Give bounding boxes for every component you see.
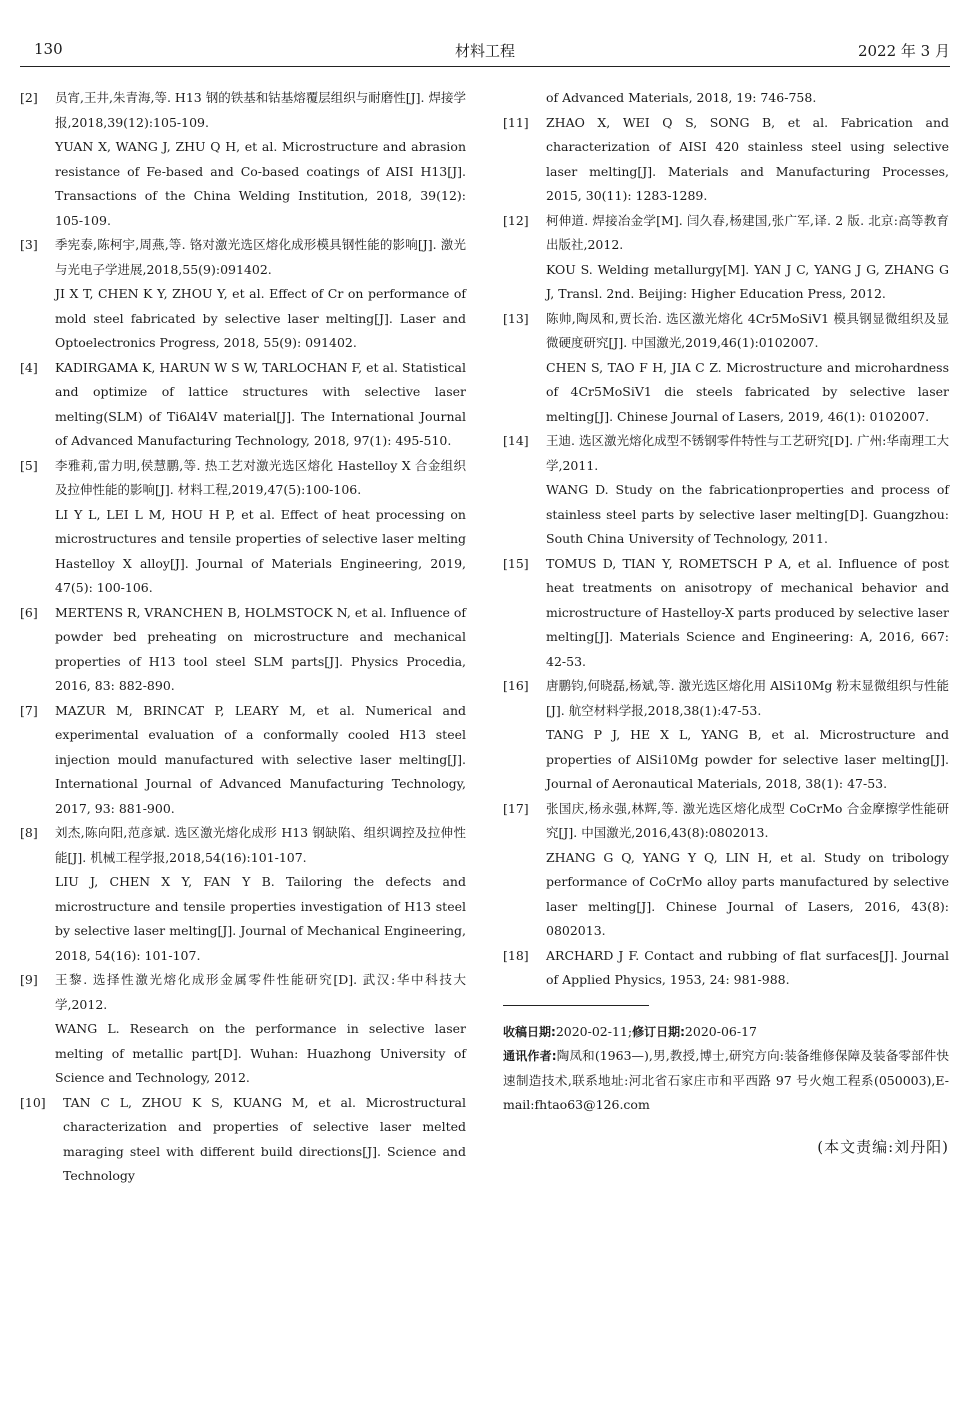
reference-number: [9] (20, 972, 38, 987)
reference-item (503, 429, 949, 552)
reference-cn: 刘杰,陈向阳,范彦斌. 选区激光熔化成形 H13 钢缺陷、组织调控及拉伸性能[J]. 机械工程学报,2018,54(16):101-107. (55, 825, 466, 865)
responsible-editor: (本文责编:刘丹阳) (817, 1137, 949, 1156)
reference-item (20, 1091, 466, 1189)
reference-en: WANG L. Research on the performance in selective laser melting of metallic part[D]. Wuhan: Huazhong University of Science and Technology, 2012. (55, 1021, 466, 1085)
author-info: 陶凤和(1963—),男,教授,博士,研究方向:装备维修保障及装备零部件快速制造技术,联系地址:河北省石家庄市和平西路 97 号火炮工程系(050003),E-mail:fhtao63@126.com (503, 1048, 949, 1112)
reference-item (20, 699, 466, 822)
author-label: 通讯作者: (503, 1049, 557, 1063)
reference-item (503, 674, 949, 797)
issue-date: 2022 年 3 月 (857, 42, 950, 60)
reference-number: [12] (503, 212, 529, 228)
revised-label: 修订日期: (632, 1024, 685, 1039)
reference-en: KADIRGAMA K, HARUN W S W, TARLOCHAN F, et al. Statistical and optimize of lattice structures with selective laser melting(SLM) of Ti6Al4V material[J]. The International Journal of Advanced Manufacturing Technology, 2018, 97(1): 495-510. (55, 359, 466, 448)
reference-number: [15] (503, 555, 529, 571)
reference-item (503, 797, 949, 944)
reference-number: [10] (20, 1094, 46, 1110)
reference-cn: 李雅莉,雷力明,侯慧鹏,等. 热工艺对激光选区熔化 Hastelloy X 合金组织及拉伸性能的影响[J]. 材料工程,2019,47(5):100-106. (55, 457, 466, 497)
received-date: 2020-02-11; (555, 1023, 633, 1039)
right-column (503, 86, 949, 1157)
reference-number: [5] (20, 457, 38, 473)
journal-name: 材料工程 (454, 42, 515, 60)
reference-number: [11] (503, 114, 529, 130)
reference-cn: 王迪. 选区激光熔化成型不锈钢零件特性与工艺研究[D]. 广州:华南理工大学,2011. (546, 433, 949, 473)
reference-cn: 陈帅,陶凤和,贾长治. 选区激光熔化 4Cr5MoSiV1 模具钢显微组织及显微硬度研究[J]. 中国激光,2019,46(1):0102007. (546, 310, 949, 350)
reference-cn: 员宵,王井,朱青海,等. H13 钢的铁基和钴基熔覆层组织与耐磨性[J]. 焊接学报,2018,39(12):105-109. (55, 90, 466, 130)
reference-number: [17] (503, 800, 529, 816)
reference-en: ARCHARD J F. Contact and rubbing of flat surfaces[J]. Journal of Applied Physics, 1953, 24: 981-988. (546, 947, 949, 987)
reference-cn: 季宪泰,陈柯宇,周燕,等. 铬对激光选区熔化成形模具钢性能的影响[J]. 激光与光电子学进展,2018,55(9):091402. (55, 237, 466, 277)
reference-en: JI X T, CHEN K Y, ZHOU Y, et al. Effect of Cr on performance of mold steel fabricated by selective laser melting[J]. Laser and Optoelectronics Progress, 2018, 55(9): 091402. (55, 286, 466, 350)
reference-en: LI Y L, LEI L M, HOU H P, et al. Effect of heat processing on microstructures and tensile properties of selective laser melting Hastelloy X alloy[J]. Journal of Materials Engineering, 2019, 47(5): 100-106. (55, 506, 466, 595)
reference-en: ZHANG G Q, YANG Y Q, LIN H, et al. Study on tribology performance of CoCrMo alloy parts manufactured by selective laser melting[J]. Chinese Journal of Lasers, 2016, 43(8): 0802013. (546, 849, 949, 938)
reference-number: [4] (20, 359, 38, 375)
reference-number: [8] (20, 825, 38, 840)
received-label: 收稿日期: (503, 1024, 556, 1039)
footnote-divider (503, 1005, 649, 1006)
reference-item (20, 356, 466, 454)
reference-item (503, 111, 949, 209)
reference-en: LIU J, CHEN X Y, FAN Y B. Tailoring the defects and microstructure and tensile properties investigation of H13 steel by selective laser melting[J]. Journal of Mechanical Engineering, 2018, 54(16): 101-107. (55, 874, 466, 963)
reference-number: [7] (20, 702, 38, 718)
revised-date: 2020-06-17 (684, 1023, 757, 1039)
reference-number: [13] (503, 310, 529, 326)
reference-item (20, 821, 466, 968)
reference-item (20, 968, 466, 1091)
article-dates (503, 1020, 949, 1045)
reference-en: TOMUS D, TIAN Y, ROMETSCH P A, et al. Influence of post heat treatments on anisotropy of mechanical behavior and microstructure of Hastelloy-X parts produced by selective laser melting[J]. Materials Science and Engineering: A, 2016, 667: 42-53. (546, 555, 949, 669)
running-header (20, 36, 950, 67)
reference-en: ZHAO X, WEI Q S, SONG B, et al. Fabrication and characterization of AISI 420 stainless steel using selective laser melting[J]. Materials and Manufacturing Processes, 2015, 30(11): 1283-1289. (546, 114, 949, 203)
reference-cn: 唐鹏钧,何晓磊,杨斌,等. 激光选区熔化用 AlSi10Mg 粉末显微组织与性能[J]. 航空材料学报,2018,38(1):47-53. (546, 678, 949, 718)
reference-item (20, 86, 466, 233)
reference-en: CHEN S, TAO F H, JIA C Z. Microstructure and microhardness of 4Cr5MoSiV1 die steels fabricated by selective laser melting[J]. Chinese Journal of Lasers, 2019, 46(1): 0102007. (546, 359, 949, 424)
reference-cn: 王黎. 选择性激光熔化成形金属零件性能研究[D]. 武汉:华中科技大学,2012. (55, 972, 466, 1012)
reference-en: WANG D. Study on the fabricationproperties and process of stainless steel parts by selective laser melting[D]. Guangzhou: South China University of Technology, 2011. (546, 482, 949, 546)
reference-number: [3] (20, 237, 38, 252)
reference-cn: 柯伸道. 焊接冶金学[M]. 闫久春,杨建国,张广军,译. 2 版. 北京:高等教育出版社,2012. (546, 212, 949, 252)
reference-continuation: of Advanced Materials, 2018, 19: 746-758. (546, 90, 817, 105)
reference-number: [16] (503, 678, 529, 693)
reference-en: TANG P J, HE X L, YANG B, et al. Microstructure and properties of AlSi10Mg powder for selective laser melting[J]. Journal of Aeronautical Materials, 2018, 38(1): 47-53. (546, 727, 949, 791)
reference-number: [2] (20, 90, 38, 105)
corresponding-author (503, 1044, 949, 1118)
reference-en: TAN C L, ZHOU K S, KUANG M, et al. Microstructural characterization and properties of selective laser melted maraging steel with different build directions[J]. Science and Technology (63, 1094, 466, 1183)
reference-number: [14] (503, 433, 529, 448)
reference-en: KOU S. Welding metallurgy[M]. YAN J C, YANG J G, ZHANG G J, Transl. 2nd. Beijing: Higher Education Press, 2012. (546, 261, 949, 301)
reference-item (503, 944, 949, 993)
page-number: 130 (34, 40, 63, 58)
reference-en: YUAN X, WANG J, ZHU Q H, et al. Microstructure and abrasion resistance of Fe-based and Co-based coatings of AISI H13[J]. Transactions of the China Welding Institution, 2018, 39(12): 105-109. (55, 139, 466, 228)
reference-cn: 张国庆,杨永强,林辉,等. 激光选区熔化成型 CoCrMo 合金摩擦学性能研究[J]. 中国激光,2016,43(8):0802013. (546, 800, 949, 840)
reference-item (503, 552, 949, 675)
left-column (20, 86, 466, 1189)
reference-item (503, 307, 949, 430)
reference-number: [6] (20, 604, 38, 620)
reference-en: MAZUR M, BRINCAT P, LEARY M, et al. Numerical and experimental evaluation of a conformally cooled H13 steel injection mould manufactured with selective laser melting[J]. International Journal of Advanced Manufacturing Technology, 2017, 93: 881-900. (55, 702, 466, 816)
reference-item (20, 601, 466, 699)
reference-item (20, 233, 466, 356)
reference-item (503, 209, 949, 307)
reference-number: [18] (503, 947, 529, 963)
reference-item (20, 454, 466, 601)
reference-en: MERTENS R, VRANCHEN B, HOLMSTOCK N, et al. Influence of powder bed preheating on microstructure and mechanical properties of H13 tool steel SLM parts[J]. Physics Procedia, 2016, 83: 882-890. (55, 604, 466, 693)
